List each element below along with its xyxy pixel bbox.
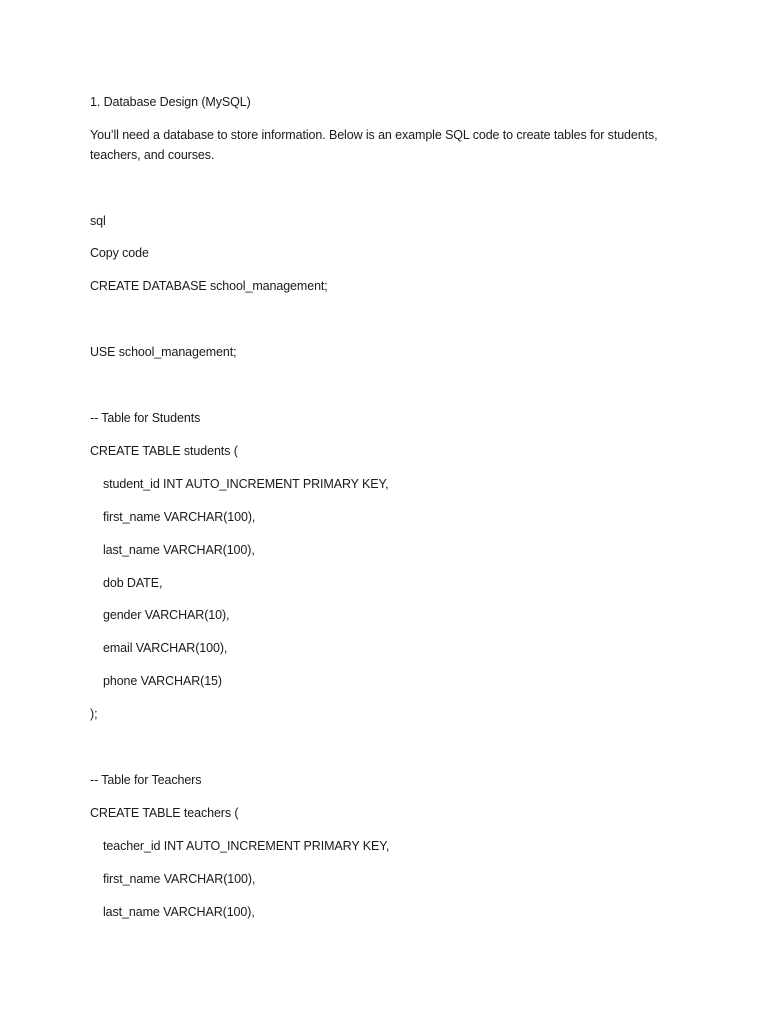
- code-line-create-students: CREATE TABLE students (: [90, 444, 238, 458]
- code-line-student-first-name: first_name VARCHAR(100),: [103, 510, 256, 524]
- code-line-student-email: email VARCHAR(100),: [103, 641, 228, 655]
- copy-code-label: Copy code: [90, 246, 149, 260]
- code-line-create-teachers: CREATE TABLE teachers (: [90, 806, 239, 820]
- code-line-students-close: );: [90, 707, 98, 721]
- intro-paragraph: You’ll need a database to store information. Below is an example SQL code to create tables for students, teachers, and courses.: [90, 128, 658, 162]
- code-line-student-last-name: last_name VARCHAR(100),: [103, 543, 255, 557]
- code-line-student-phone: phone VARCHAR(15): [103, 674, 222, 688]
- code-line-create-database: CREATE DATABASE school_management;: [90, 279, 328, 293]
- code-line-student-dob: dob DATE,: [103, 576, 163, 590]
- code-line-teacher-last-name: last_name VARCHAR(100),: [103, 905, 255, 919]
- code-line-teacher-first-name: first_name VARCHAR(100),: [103, 872, 256, 886]
- code-line-student-gender: gender VARCHAR(10),: [103, 608, 230, 622]
- code-line-student-id: student_id INT AUTO_INCREMENT PRIMARY KEY,: [103, 477, 389, 491]
- code-line-teacher-id: teacher_id INT AUTO_INCREMENT PRIMARY KEY,: [103, 839, 390, 853]
- code-line-use-database: USE school_management;: [90, 345, 237, 359]
- code-comment-teachers: -- Table for Teachers: [90, 773, 202, 787]
- code-comment-students: -- Table for Students: [90, 411, 201, 425]
- section-heading: 1. Database Design (MySQL): [90, 95, 251, 109]
- code-language-label: sql: [90, 214, 106, 228]
